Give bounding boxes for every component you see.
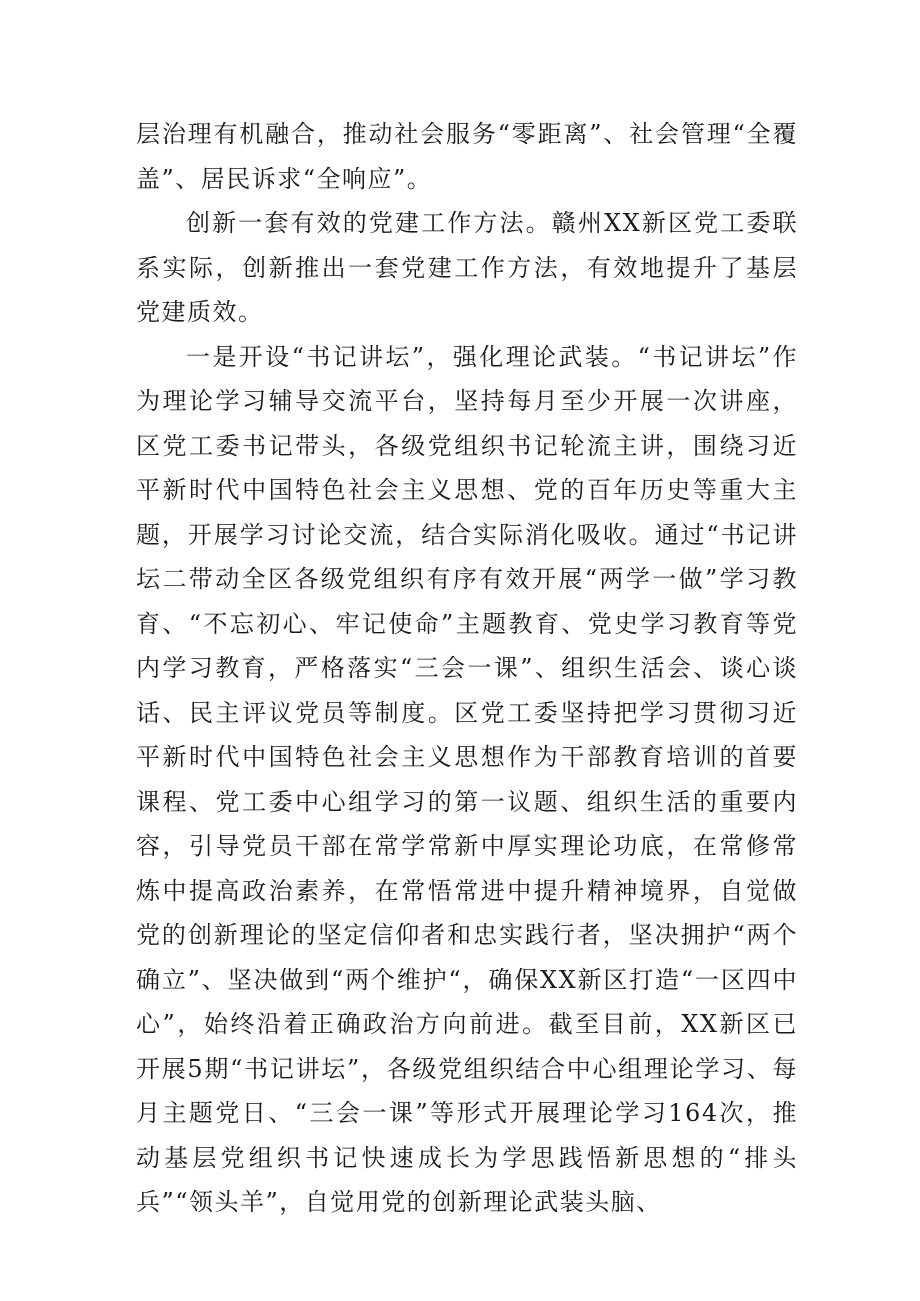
document-body <box>136 112 798 1225</box>
paragraph-3: 一是开设“书记讲坛”，强化理论武装。“书记讲坛”作为理论学习辅导交流平台，坚持每月至少开展一次讲座，区党工委书记带头，各级党组织书记轮流主讲，围绕习近平新时代中国特色社会主义思想、党的百年历史等重大主题，开展学习讨论交流，结合实际消化吸收。通过“书记讲坛二带动全区各级党组织有序有效开展“两学一做”学习教育、“不忘初心、牢记使命”主题教育、党史学习教育等党内学习教育，严格落实“三会一课”、组织生活会、谈心谈话、民主评议党员等制度。区党工委坚持把学习贯彻习近平新时代中国特色社会主义思想作为干部教育培训的首要课程、党工委中心组学习的第一议题、组织生活的重要内容，引导党员干部在常学常新中厚实理论功底，在常修常炼中提高政治素养，在常悟常进中提升精神境界，自觉做党的创新理论的坚定信仰者和忠实践行者，坚决拥护“两个确立”、坚决做到“两个维护“，确保XX新区打造“一区四中心”，始终沿着正确政治方向前进。截至目前，XX新区已开展5期“书记讲坛”，各级党组织结合中心组理论学习、每月主题党日、“三会一课”等形式开展理论学习164次，推动基层党组织书记快速成长为学思践悟新思想的“排头兵”“领头羊”，自觉用党的创新理论武装头脑、 <box>136 342 798 1216</box>
paragraph-1: 层治理有机融合，推动社会服务“零距离”、社会管理“全覆盖”、居民诉求“全响应”。 <box>136 120 798 193</box>
paragraph-2: 创新一套有效的党建工作方法。赣州XX新区党工委联系实际，创新推出一套党建工作方法，有效地提升了基层党建质效。 <box>136 209 798 326</box>
